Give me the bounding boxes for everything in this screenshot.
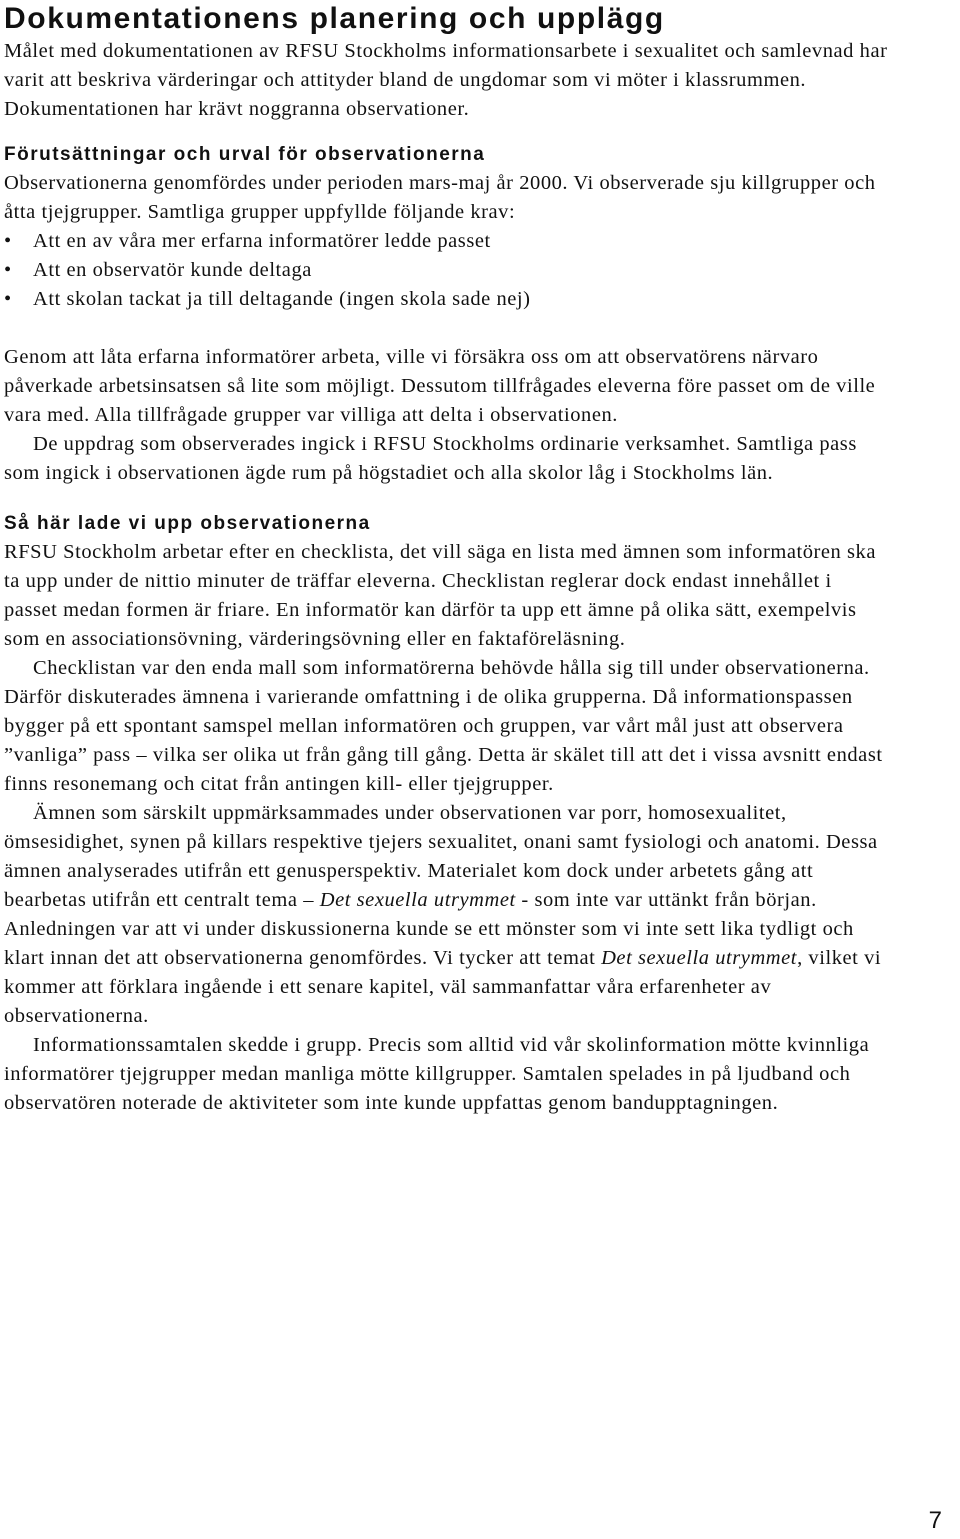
- section1-paragraph-3: De uppdrag som observerades ingick i RFSU Stockholms ordinarie verksamhet. Samtliga pass som ingick i observationen ägde rum på högstadiet och alla skolor låg i Stockholms län.: [4, 433, 857, 484]
- section2-paragraph-2: Checklistan var den enda mall som informatörerna behövde hålla sig till under observationerna. Därför diskuterades ämnena i varierande omfattning i de olika grupperna. Då informationspassen bygger på ett spontant samspel mellan informatören och gruppen, var vårt mål just att observera ”vanliga” pass – vilka ser olika ut från gång till gång. Detta är skälet till att det i vissa avsnitt endast finns resonemang och citat från antingen kill- eller tjejgrupper.: [4, 657, 883, 795]
- text-run: - som inte var uttänkt från början. Anledningen var att vi under diskussionerna kunde se ett mönster som vi inte sett lika tydligt och klart innan det att observationerna genomfördes. Vi tycker att temat: [4, 889, 854, 969]
- page-number: 7: [928, 1507, 942, 1534]
- list-item: [4, 285, 888, 314]
- spacer: [4, 488, 888, 509]
- section1-paragraph-2: Genom att låta erfarna informatörer arbeta, ville vi försäkra oss om att observatörens närvaro påverkade arbetsinsatsen så lite som möjligt. Dessutom tillfrågades eleverna före passet om de ville vara med. Alla tillfrågade grupper var villiga att delta i observationen.: [4, 346, 876, 426]
- list-item: [4, 227, 888, 256]
- document-page: [4, 0, 888, 1118]
- section-heading-urval: Förutsättningar och urval för observationerna: [4, 144, 486, 165]
- text-run: , vilket vi kommer att förklara ingående i ett senare kapitel, väl sammanfattar våra erfarenheter av observationerna.: [4, 947, 882, 1027]
- emphasis-theme: Det sexuella utrymmet: [319, 889, 516, 911]
- emphasis-theme: Det sexuella utrymmet: [601, 947, 798, 969]
- section-heading-upplagg: Så här lade vi upp observationerna: [4, 513, 371, 534]
- text-run: Ämnen som särskilt uppmärksammades under observationen var porr, homosexualitet, ömsesidighet, synen på killars respektive tjejers sexualitet, onani samt fysiologi och anatomi. Dessa ämnen analyserades utifrån ett genusperspektiv. Materialet kom dock under arbetets gång att bearbetas utifrån ett centralt tema –: [4, 802, 878, 911]
- spacer: [4, 314, 888, 343]
- section2-paragraph-4: Informationssamtalen skedde i grupp. Precis som alltid vid vår skolinformation mötte kvinnliga informatörer tjejgrupper medan manliga mötte killgrupper. Samtalen spelades in på ljudband och observatören noterade de aktiviteter som inte kunde uppfattas genom bandupptagningen.: [4, 1034, 870, 1114]
- section1-paragraph-1: Observationerna genomfördes under perioden mars-maj år 2000. Vi observerade sju killgrupper och åtta tjejgrupper. Samtliga grupper uppfyllde följande krav:: [4, 172, 876, 223]
- list-item-text: Att en observatör kunde deltaga: [33, 259, 312, 281]
- spacer: [4, 124, 888, 140]
- bullet-icon: •: [4, 288, 12, 310]
- requirements-list: [4, 227, 888, 314]
- list-item: [4, 256, 888, 285]
- section2-paragraph-1: RFSU Stockholm arbetar efter en checklista, det vill säga en lista med ämnen som informatören ska ta upp under de nittio minuter de träffar eleverna. Checklistan reglerar dock endast innehållet i passet medan formen är friare. En informatör kan därför ta upp ett ämne på olika sätt, exempelvis som en associationsövning, värderingsövning eller en faktaföreläsning.: [4, 541, 876, 650]
- list-item-text: Att skolan tackat ja till deltagande (ingen skola sade nej): [33, 288, 531, 310]
- page-title: Dokumentationens planering och upplägg: [4, 2, 665, 35]
- section2-paragraph-3: [4, 799, 888, 1031]
- bullet-icon: •: [4, 230, 12, 252]
- bullet-icon: •: [4, 259, 12, 281]
- list-item-text: Att en av våra mer erfarna informatörer ledde passet: [33, 230, 491, 252]
- intro-paragraph: Målet med dokumentationen av RFSU Stockholms informationsarbete i sexualitet och samlevnad har varit att beskriva värderingar och attityder bland de ungdomar som vi möter i klassrummen. Dokumentationen har krävt noggranna observationer.: [4, 40, 888, 120]
